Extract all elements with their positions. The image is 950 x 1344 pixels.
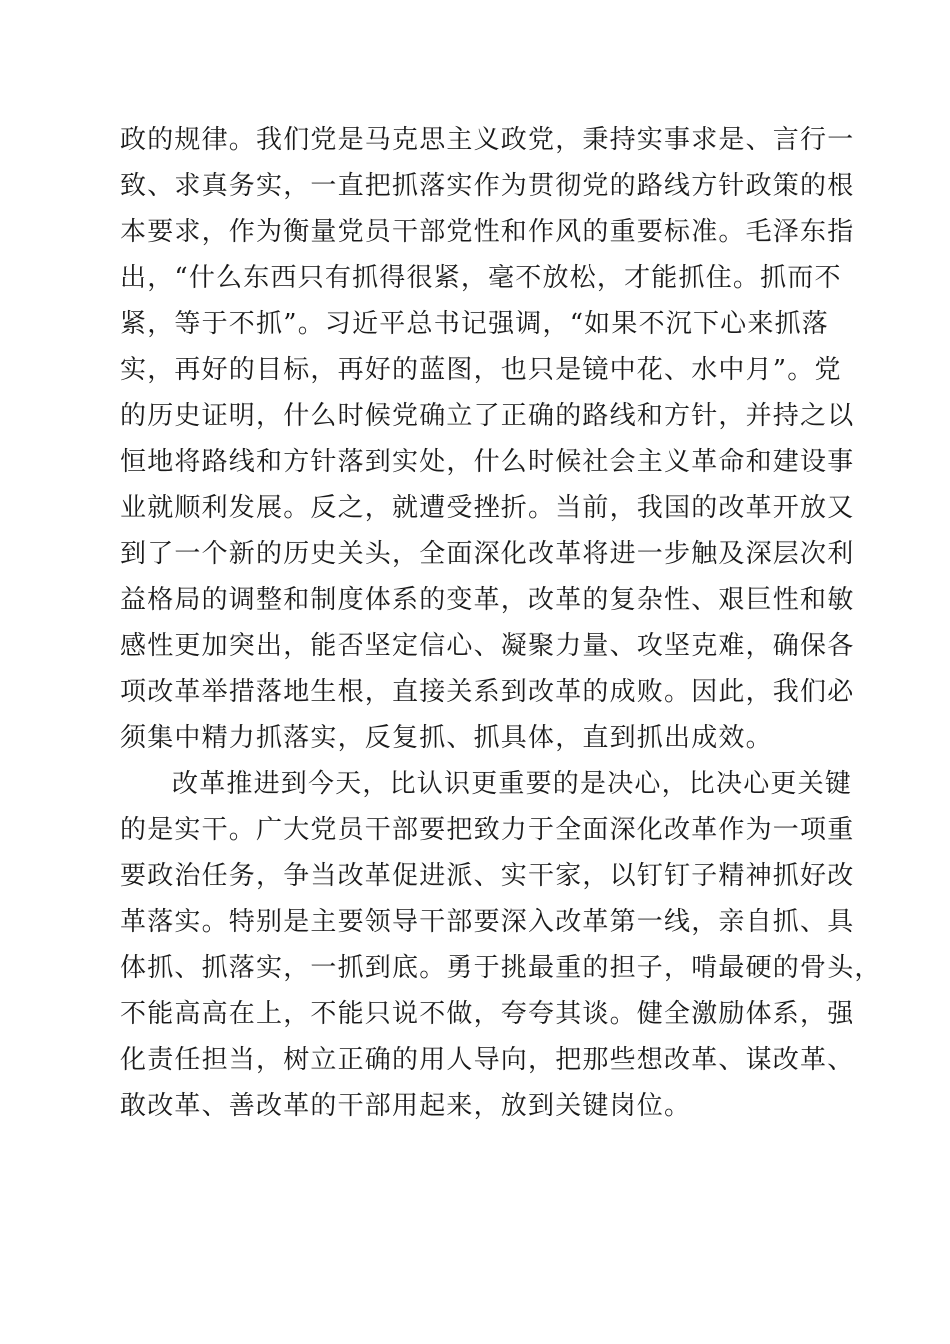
text-line: 改革推进到今天，比认识更重要的是决心，比决心更关键	[172, 769, 853, 799]
text-line: 政的规律。我们党是马克思主义政党，秉持实事求是、言行一	[120, 125, 855, 155]
text-line: 要政治任务，争当改革促进派、实干家，以钉钉子精神抓好改	[120, 861, 855, 891]
text-line: 化责任担当，树立正确的用人导向，把那些想改革、谋改革、	[120, 1045, 855, 1075]
text-line: 出，“什么东西只有抓得很紧，毫不放松，才能抓住。抓而不	[120, 263, 842, 293]
document-body	[120, 117, 882, 1129]
text-line: 敢改革、善改革的干部用起来，放到关键岗位。	[120, 1091, 692, 1121]
text-line: 致、求真务实，一直把抓落实作为贯彻党的路线方针政策的根	[120, 171, 855, 201]
text-line: 须集中精力抓落实，反复抓、抓具体，直到抓出成效。	[120, 723, 773, 753]
text-line: 本要求，作为衡量党员干部党性和作风的重要标准。毛泽东指	[120, 217, 855, 247]
text-line: 革落实。特别是主要领导干部要深入改革第一线，亲自抓、具	[120, 907, 855, 937]
text-line: 体抓、抓落实，一抓到底。勇于挑最重的担子，啃最硬的骨头，	[120, 953, 882, 983]
text-line: 不能高高在上，不能只说不做，夸夸其谈。健全激励体系，强	[120, 999, 855, 1029]
text-line: 感性更加突出，能否坚定信心、凝聚力量、攻坚克难，确保各	[120, 631, 855, 661]
text-line: 的历史证明，什么时候党确立了正确的路线和方针，并持之以	[120, 401, 855, 431]
text-line: 项改革举措落地生根，直接关系到改革的成败。因此，我们必	[120, 677, 855, 707]
text-line: 的是实干。广大党员干部要把致力于全面深化改革作为一项重	[120, 815, 855, 845]
text-line: 紧，等于不抓”。习近平总书记强调，“如果不沉下心来抓落	[120, 309, 829, 339]
text-line: 实，再好的目标，再好的蓝图，也只是镜中花、水中月”。党	[120, 355, 842, 385]
text-line: 恒地将路线和方针落到实处，什么时候社会主义革命和建设事	[120, 447, 855, 477]
text-line: 到了一个新的历史关头，全面深化改革将进一步触及深层次利	[120, 539, 855, 569]
paragraph-1	[120, 117, 855, 761]
paragraph-2	[120, 761, 882, 1129]
text-line: 业就顺利发展。反之，就遭受挫折。当前，我国的改革开放又	[120, 493, 855, 523]
text-line: 益格局的调整和制度体系的变革，改革的复杂性、艰巨性和敏	[120, 585, 855, 615]
